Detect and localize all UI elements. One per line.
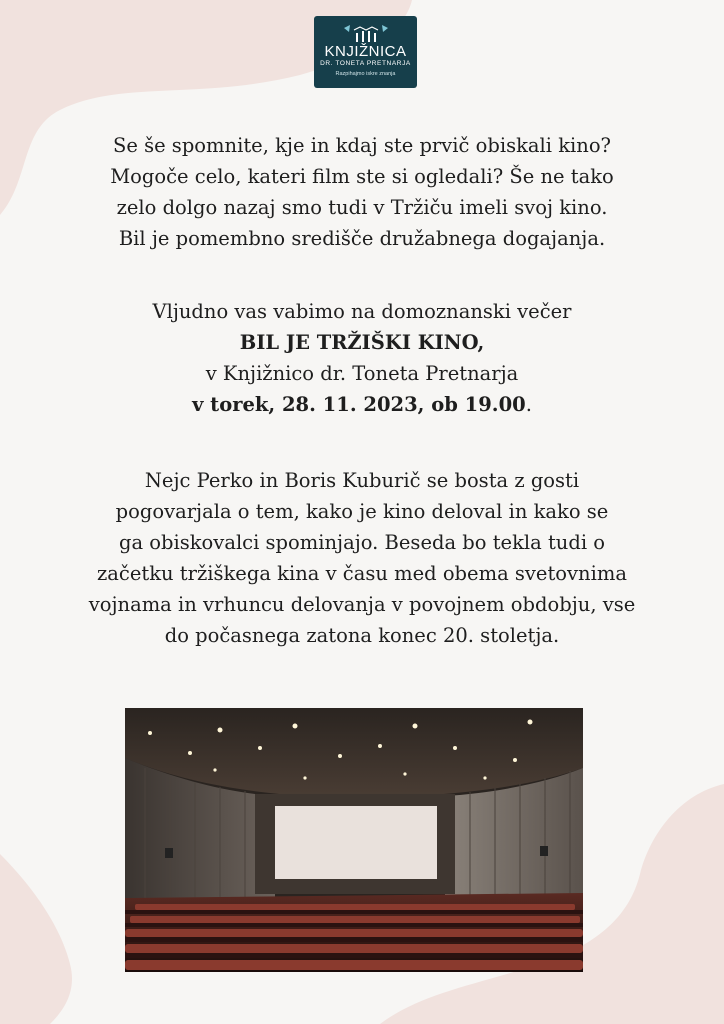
library-logo	[314, 16, 417, 88]
intro-line: Se še spomnite, kje in kdaj ste prvič obiskali kino?	[112, 134, 612, 157]
intro-line: Bil je pomembno središče družabnega dogajanja.	[118, 227, 606, 250]
cinema-hall-photo	[125, 708, 583, 972]
event-venue: v Knjižnico dr. Toneta Pretnarja	[205, 362, 519, 385]
details-line: do počasnega zatona konec 20. stoletja.	[164, 624, 560, 647]
cinema-screen	[275, 806, 437, 879]
details-paragraph	[40, 465, 684, 651]
book-icon	[336, 24, 396, 44]
details-line: ga obiskovalci spominjajo. Beseda bo tekla tudi o	[118, 531, 606, 554]
details-line: vojnama in vrhuncu delovanja v povojnem obdobju, vse	[88, 593, 636, 616]
invitation-block	[40, 296, 684, 420]
invitation-line: Vljudno vas vabimo na domoznanski večer	[152, 300, 572, 323]
logo-name: KNJIŽNICA	[324, 43, 407, 60]
logo-subtitle: DR. TONETA PRETNARJA	[320, 60, 411, 67]
intro-line: zelo dolgo nazaj smo tudi v Tržiču imeli svoj kino.	[116, 196, 608, 219]
intro-paragraph	[40, 130, 684, 254]
intro-line: Mogoče celo, kateri film ste si ogledali? Še ne tako	[110, 165, 614, 188]
details-line: Nejc Perko in Boris Kuburič se bosta z gosti	[144, 469, 580, 492]
details-line: začetku tržiškega kina v času med obema svetovnima	[97, 562, 627, 585]
event-datetime-end: .	[525, 393, 532, 416]
event-datetime: v torek, 28. 11. 2023, ob 19.00	[192, 393, 526, 416]
logo-tagline: Razpihajmo iskre znanja	[335, 71, 396, 77]
decorative-blob-bottom-left	[0, 724, 140, 1024]
event-datetime-line	[40, 389, 684, 420]
details-line: pogovarjala o tem, kako je kino deloval in kako se	[115, 500, 609, 523]
event-title: BIL JE TRŽIŠKI KINO,	[239, 331, 485, 354]
